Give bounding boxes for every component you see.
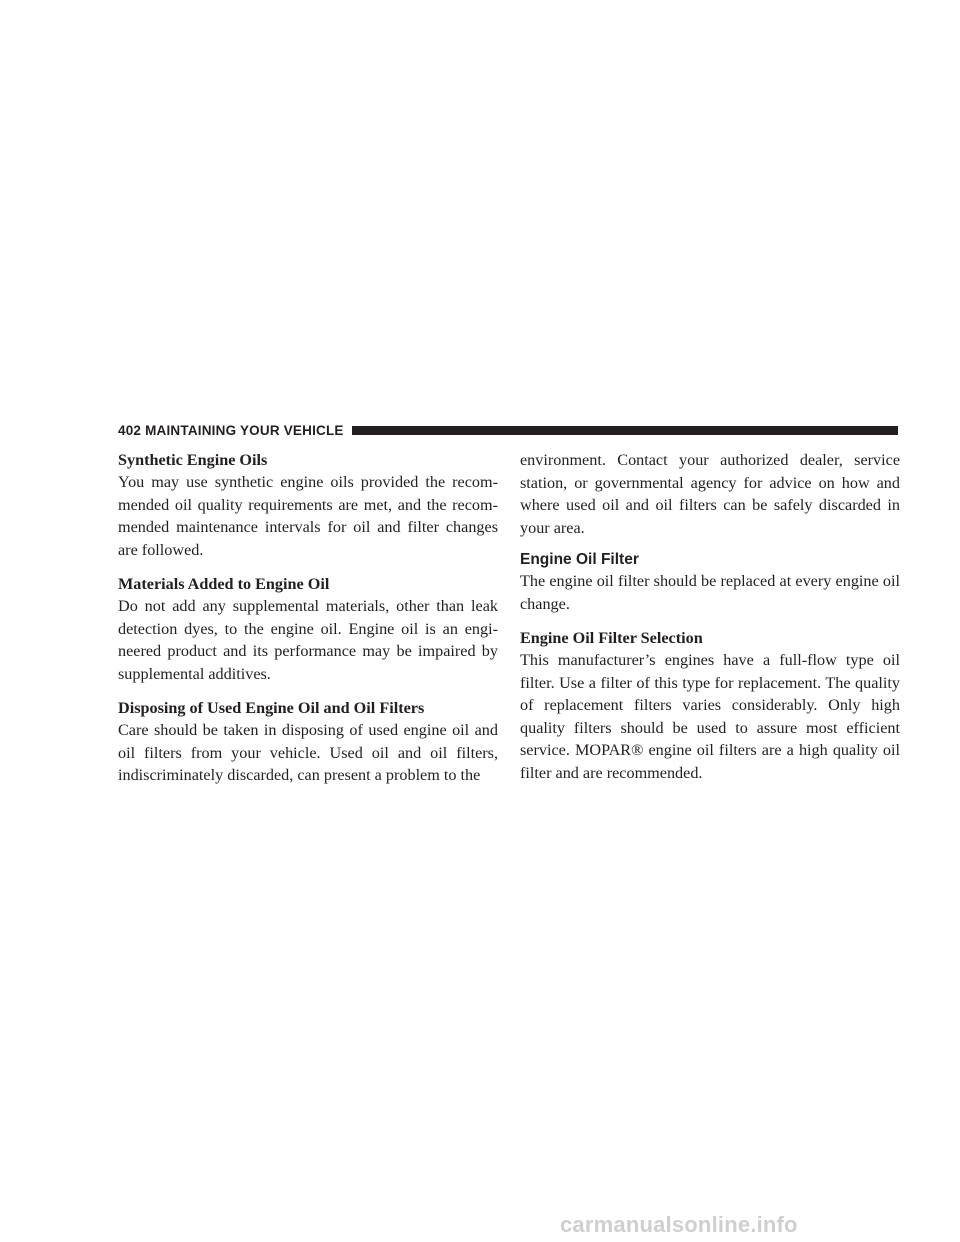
disposing-paragraph-continued: environment. Contact your authorized dealer, service station, or governmental agency for advice on how and where used oil and oil filters can be safely discarded in your area. — [520, 451, 900, 537]
engine-oil-filter-paragraph: The engine oil filter should be replaced at every engine oil change. — [520, 572, 900, 613]
right-column — [520, 449, 900, 784]
page-header — [118, 421, 898, 439]
filter-selection-heading: Engine Oil Filter Selection — [520, 629, 703, 647]
header-rule — [352, 426, 898, 435]
disposing-heading: Disposing of Used Engine Oil and Oil Filters — [118, 699, 425, 717]
page-number-section-title: 402 MAINTAINING YOUR VEHICLE — [118, 422, 344, 438]
synthetic-oils-paragraph: You may use synthetic engine oils provided the recom- mended oil quality requirements are met, and the recom- mended maintenance intervals for oil and filter changes are followed. — [118, 473, 498, 559]
materials-added-heading: Materials Added to Engine Oil — [118, 575, 330, 593]
engine-oil-filter-heading: Engine Oil Filter — [520, 551, 639, 568]
watermark: carmanualsonline.info — [560, 1212, 798, 1237]
filter-selection-paragraph: This manufacturer’s engines have a full-flow type oil filter. Use a filter of this type for replacement. The quality of replacement filters varies considerably. Only high quality filters should be used to assure most efficient service. MOPAR® engine oil filters are a high quality oil filter and are recommended. — [520, 651, 900, 782]
disposing-paragraph: Care should be taken in disposing of used engine oil and oil filters from your vehicle. Used oil and oil filters, indiscriminately discarded, can present a problem to the — [118, 721, 498, 784]
materials-added-paragraph: Do not add any supplemental materials, other than leak detection dyes, to the engine oil. Engine oil is an engi- neered product and its performance may be impaired by supplemental additives. — [118, 597, 498, 683]
synthetic-oils-heading: Synthetic Engine Oils — [118, 451, 268, 469]
left-column — [118, 449, 498, 787]
